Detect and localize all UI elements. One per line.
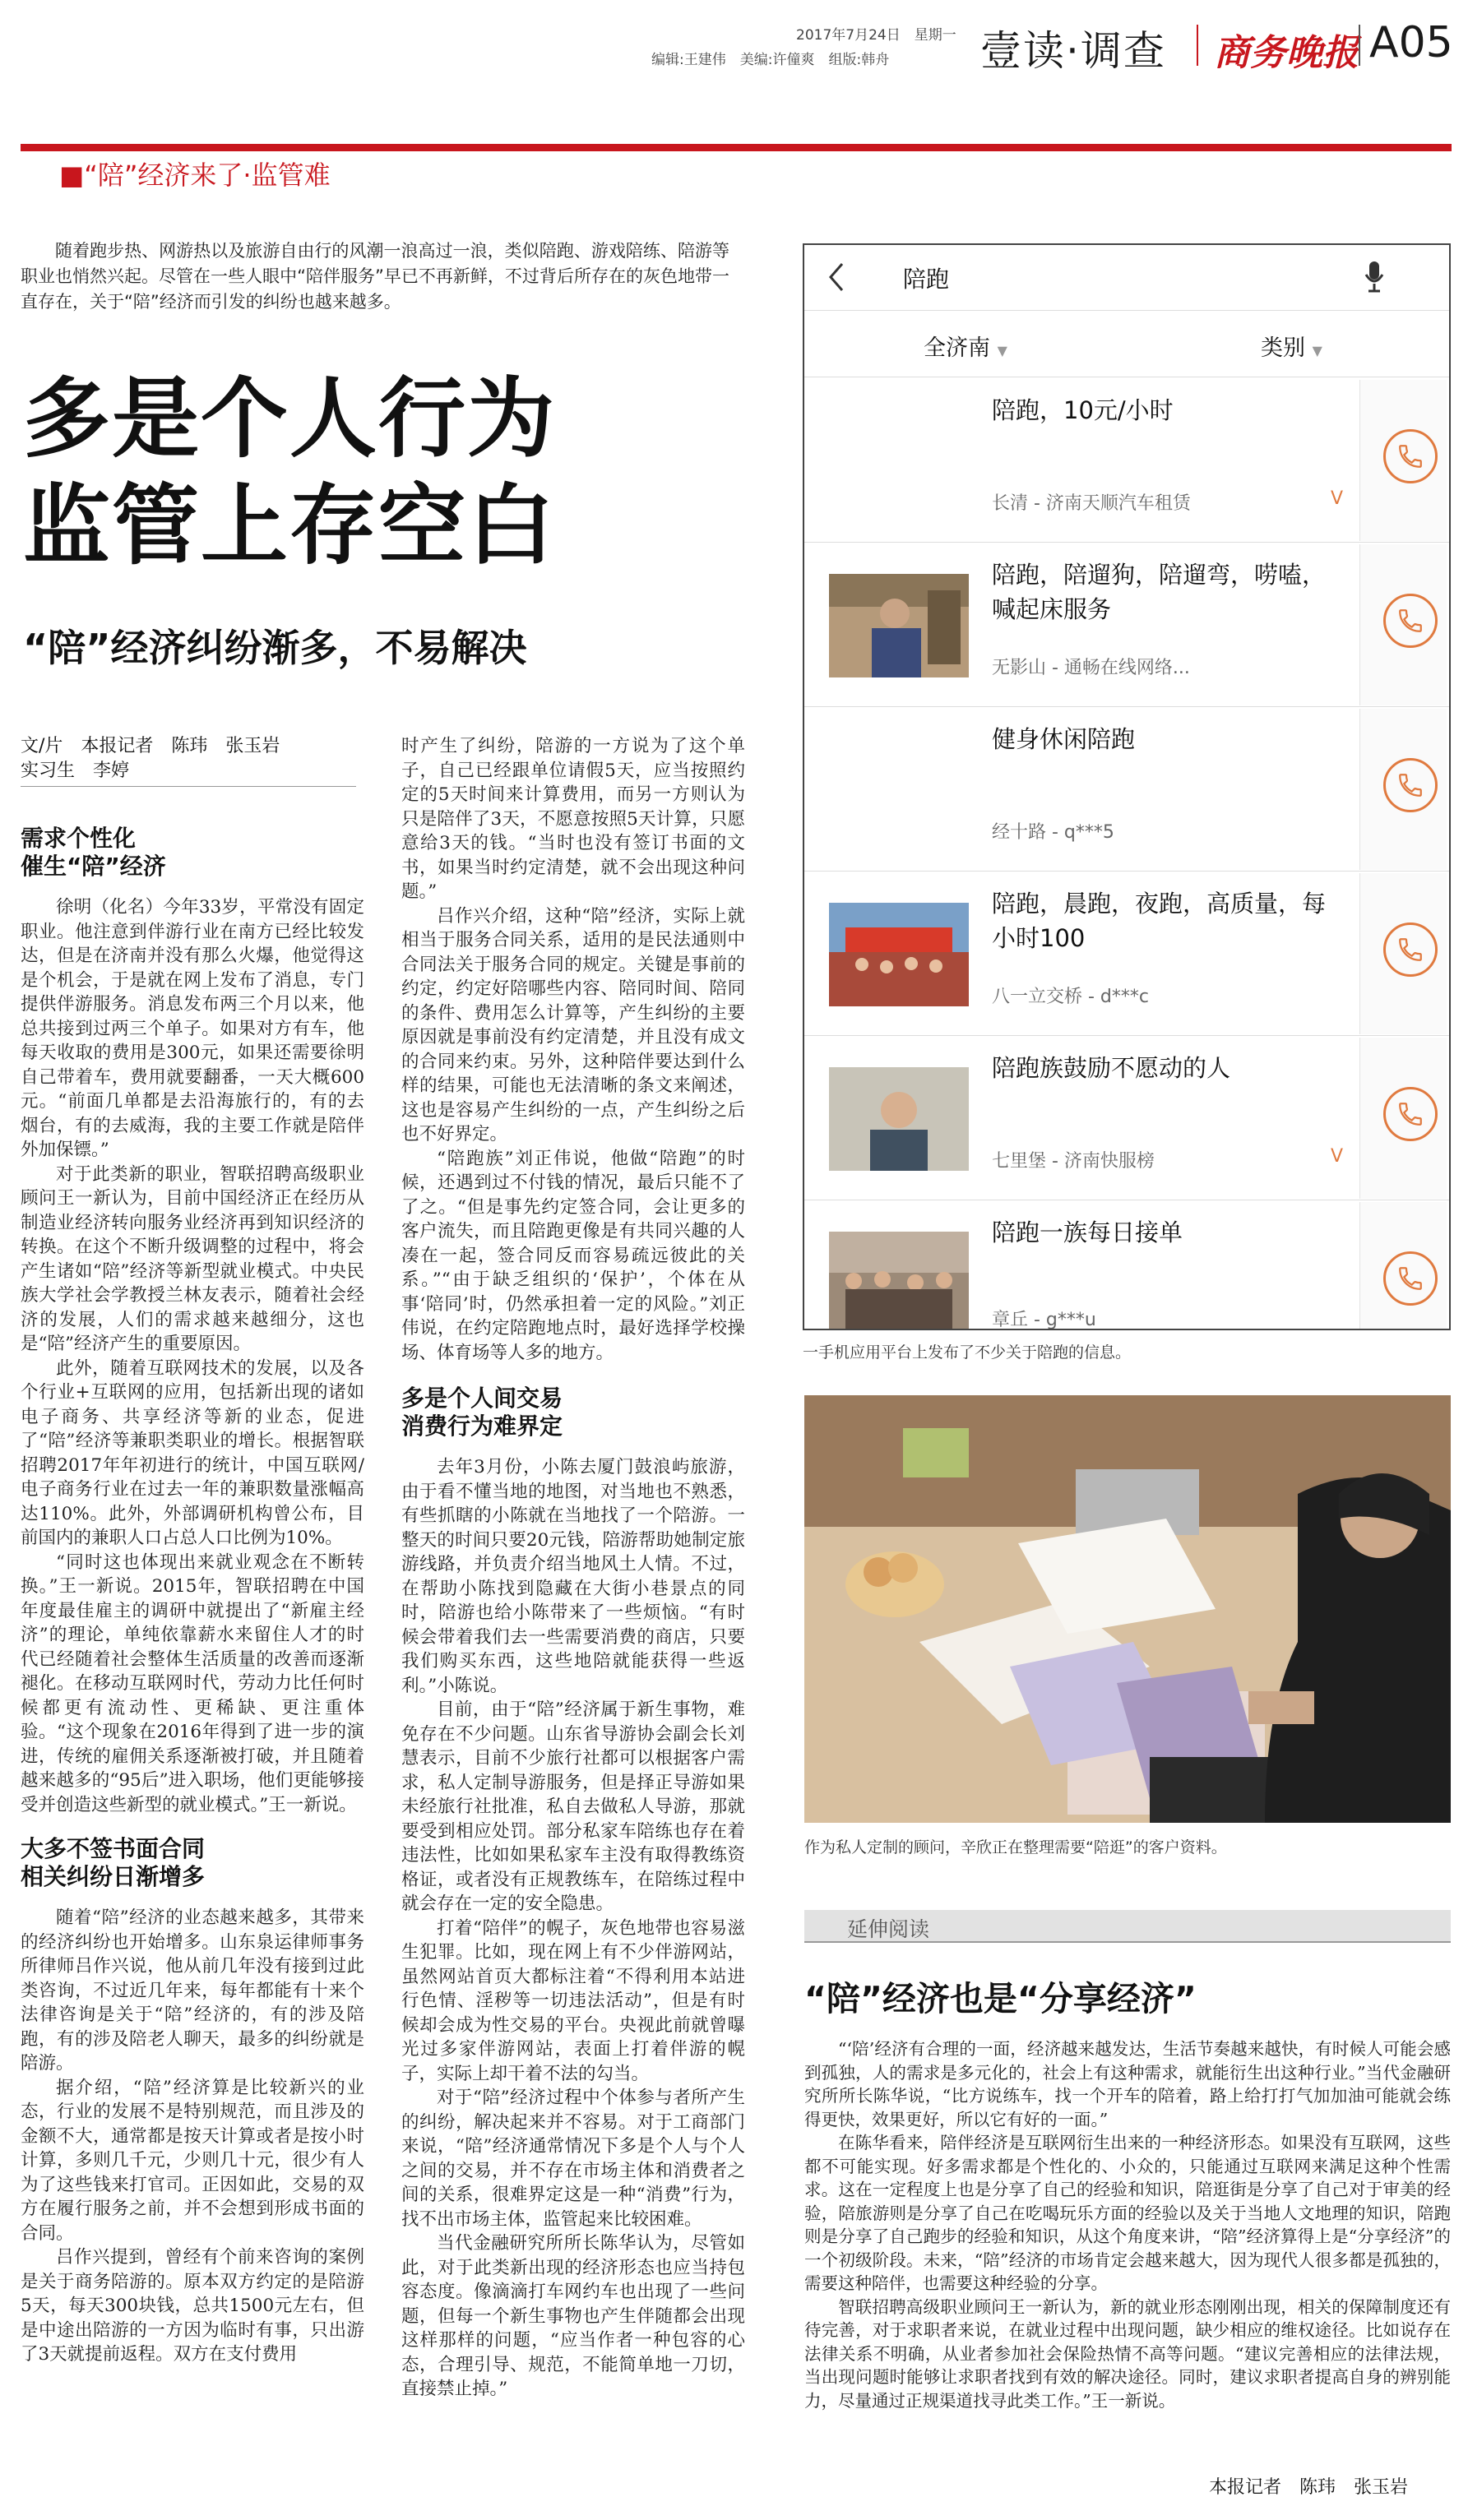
- page-number: A05: [1369, 18, 1453, 67]
- list-item[interactable]: [804, 1200, 1451, 1330]
- consultant-photo: [804, 1395, 1451, 1823]
- list-item-location: 经十路 - q***5: [992, 822, 1114, 843]
- search-query[interactable]: 陪跑: [903, 266, 950, 293]
- call-button[interactable]: [1359, 1038, 1447, 1199]
- subhead-individual: 多是个人间交易 消费行为难界定: [401, 1385, 563, 1440]
- phone-icon: [1396, 936, 1424, 964]
- section-title: 壹读·调查: [980, 27, 1166, 75]
- person-photo-thumbnail: [829, 1067, 969, 1171]
- issue-date: 2017年7月24日 星期一: [796, 27, 956, 44]
- col1-body-b: 随着“陪”经济的业态越来越多，其带来的经济纠纷也开始增多。山东泉运律师事务所律师吕作兴说，他从前几年没有接到过此类咨询，不过近几年来，每年都能有十来个法律咨询是关于“陪”经济的，有的涉及陪跑，有的涉及陪老人聊天，最多的纠纷就是陪游。 据介绍，“陪”经济算是比较新兴的业态，行业的发展不是特别规范，而且涉及的金额不大，通常都是按天计算或者是按小时计算，多则几千元，少则几十元，很少有人为了这些钱来打官司。正因如此，交易的双方在履行服务之前，并不会想到形成书面的合同。 吕作兴提到，曾经有个前来咨询的案例是关于商务陪游的。原本双方约定的是陪游5天，每天300块钱，总共1500元左右，但是中途出陪游的一方因为临时有事，只出游了3天就提前返程。双方在支付费用: [21, 1907, 364, 2365]
- list-item-title: 健身休闲陪跑: [992, 725, 1136, 753]
- runners-photo-thumbnail: [829, 1232, 969, 1330]
- list-item-location: 无影山 - 通畅在线网络...: [992, 658, 1190, 678]
- list-item-location: 七里堡 - 济南快服榜: [992, 1151, 1155, 1172]
- call-button[interactable]: [1359, 544, 1447, 705]
- list-item-location: 章丘 - g***u: [992, 1310, 1096, 1330]
- list-item-location: 八一立交桥 - d***c: [992, 987, 1149, 1007]
- lead-paragraph: 随着跑步热、网游热以及旅游自由行的风潮一浪高过一浪，类似陪跑、游戏陪练、陪游等职业也悄然兴起。尽管在一些人眼中“陪伴服务”早已不再新鲜，不过背后所存在的灰色地带一直存在，关于“陪”经济而引发的纠纷也越来越多。: [21, 241, 729, 312]
- app-search-bar: [804, 245, 1451, 311]
- call-button[interactable]: [1359, 709, 1447, 870]
- list-item-title: 陪跑一族每日接单: [992, 1218, 1183, 1246]
- list-item[interactable]: [804, 707, 1451, 872]
- col2-body-b: 去年3月份，小陈去厦门鼓浪屿旅游，由于看不懂当地的地图，对当地也不熟悉，有些抓瞎的小陈就在当地找了一个陪游。一整天的时间只要20元钱，陪游帮助她制定旅游线路，并负责介绍当地风土人情。不过，在帮助小陈找到隐藏在大街小巷景点的同时，陪游也给小陈带来了一些烦恼。“有时候会带着我们去一些需要消费的商店，只要我们购买东西，这些地陪就能获得一些返利。”小陈说。 目前，由于“陪”经济属于新生事物，难免存在不少问题。山东省导游协会副会长刘慧表示，目前不少旅行社都可以根据客户需求，私人定制导游服务，但是择正导游如果未经旅行社批准，私自去做私人导游，那就要受到相应处罚。部分私家车陪练也存在着违法性，比如如果私家车主没有取得教练资格证，或者没有正规教练车，在陪练过程中就会存在一定的安全隐患。 打着“陪伴”的幌子，灰色地带也容易滋生犯罪。比如，现在网上有不少伴游网站，虽然网站首页大都标注着“不得利用本站进行色情、淫秽等一切违法活动”，但是有时候却会成为性交易的平台。央视此前就曾曝光过多家伴游网站，表面上打着伴游的幌子，实际上却干着不法的勾当。 对于“陪”经济过程中个体参与者所产生的纠纷，解决起来并不容易。对于工商部门来说，“陪”经济通常情况下多是个人与个人之间的交易，并不存在市场主体和消费者之间的关系，很难界定这是一种“消费”行为，找不出市场主体，监管起来比较困难。 当代金融研究所所长陈华认为，尽管如此，对于此类新出现的经济形态也应当持包容态度。像滴滴打车网约车也出现了一些问题，但每一个新生事物也产生伴随都会出现这样那样的问题，“应当作者一种包容的心态，合理引导、规范，不能简单地一刀切，直接禁止掉。”: [401, 1457, 745, 2399]
- subhead-contracts: 大多不签书面合同 相关纠纷日渐增多: [21, 1835, 206, 1890]
- col1-body-a: 徐明（化名）今年33岁，平常没有固定职业。他注意到伴游行业在南方已经比较发达，但是在济南并没有那么火爆，他觉得这是个机会，于是就在网上发布了消息，专门提供伴游服务。消息发布两三个月以来，他总共接到过两三个单子。如果对方有车，他每天收取的费用是300元，如果还需要徐明自己带着车，费用就要翻番，一天大概600元。“前面几单都是去沿海旅行的，有的去烟台，有的去威海，我的主要工作就是陪伴外加保镖。” 对于此类新的职业，智联招聘高级职业顾问王一新认为，目前中国经济正在经历从制造业经济转向服务业经济再到知识经济的转换。在这个不断升级调整的过程中，将会产生诸如“陪”经济等新型就业模式。中央民族大学社会学教授兰林友表示，随着社会经济的发展，人们的需求越来越细分，这也是“陪”经济产生的重要原因。 此外，随着互联网技术的发展，以及各个行业+互联网的应用，包括新出现的诸如电子商务、共享经济等新的业态，促进了“陪”经济等兼职类职业的增长。根据智联招聘2017年年初进行的统计，中国互联网/电子商务行业在过去一年的兼职数量涨幅高达110%。此外，外部调研机构曾公布，目前国内的兼职人口占总人口比例为10%。 “同时这也体现出来就业观念在不断转换。”王一新说。2015年，智联招聘在中国年度最佳雇主的调研中就提出了“新雇主经济”的理论，单纯依靠薪水来留住人才的时代已经随着社会整体生活质量的改善而逐渐褪化。在移动互联网时代，劳动力比任何时候都更有流动性、更稀缺、更注重体验。“这个现象在2016年得到了进一步的演进，传统的雇佣关系逐渐被打破，并且随着越来越多的“95后”进入职场，他们更能够接受并创造这些新型的就业模式。”王一新说。: [21, 897, 364, 1815]
- microphone-icon[interactable]: [1364, 260, 1385, 294]
- header-divider-2: [1359, 25, 1360, 66]
- extended-rule: [804, 1941, 1451, 1943]
- back-arrow-icon[interactable]: [827, 261, 845, 293]
- phone-icon: [1396, 607, 1424, 635]
- list-item-title: 陪跑，陪遛狗，陪遛弯，唠嗑，喊起床服务: [992, 561, 1327, 623]
- column-1: [21, 825, 364, 2514]
- chevron-down-icon: ▼: [997, 343, 1007, 358]
- phone-caption: 一手机应用平台上发布了不少关于陪跑的信息。: [803, 1343, 1132, 1362]
- editor-credits: 编辑:王建伟 美编:许僮爽 组版:韩舟: [651, 52, 890, 68]
- filter-city[interactable]: 全济南 ▼: [924, 335, 1007, 361]
- topic-banner: ■“陪”经济来了·监管难: [59, 160, 331, 191]
- subhead-demand: 需求个性化 催生“陪”经济: [21, 825, 166, 880]
- list-item-title: 陪跑，10元/小时: [992, 396, 1174, 424]
- extended-reading-tag: 延伸阅读: [847, 1917, 930, 1941]
- marathon-photo-thumbnail: [829, 903, 969, 1006]
- list-item-location: 长清 - 济南天顺汽车租赁: [992, 493, 1191, 514]
- photo-caption: 作为私人定制的顾问，辛欣正在整理需要“陪逛”的客户资料。: [804, 1838, 1227, 1856]
- chevron-down-icon: ▼: [1312, 343, 1322, 358]
- filter-category[interactable]: 类别 ▼: [1261, 335, 1322, 361]
- filter-bar: [804, 312, 1451, 377]
- call-button[interactable]: [1359, 380, 1447, 541]
- header-divider: [1197, 25, 1198, 66]
- col2-body-a: 时产生了纠纷，陪游的一方说为了这个单子，自己已经跟单位请假5天，应当按照约定的5天时间来计算费用，而另一方则认为只是陪伴了3天，不愿意按照5天计算，只愿意给3天的钱。“当时也没有签订书面的文书，如果当时约定清楚，就不会出现这种问题。” 吕作兴介绍，这种“陪”经济，实际上就相当于服务合同关系，适用的是民法通则中合同法关于服务合同的规定。关键是事前的约定，约定好陪哪些内容、陪同时间、陪同的条件、费用怎么计算等，产生纠纷的主要原因就是事前没有约定清楚，并且没有成文的合同来约束。另外，这种陪伴要达到什么样的结果，可能也无法清晰的条文来阐述，这也是容易产生纠纷的一点，产生纠纷之后也不好界定。 “陪跑族”刘正伟说，他做“陪跑”的时候，还遇到过不付钱的情况，最后只能不了了之。“但是事先约定签合同，会让更多的客户流失，而且陪跑更像是有共同兴趣的人凑在一起，签合同反而容易疏远彼此的关系。”“由于缺乏组织的‘保护’，个体在从事‘陪同’时，仍然承担着一定的风险。”刘正伟说，在约定陪跑地点时，最好选择学校操场、体育场等人多的地方。: [401, 736, 745, 1363]
- extended-byline: 本报记者 陈玮 张玉岩: [1209, 2477, 1409, 2498]
- phone-icon: [1396, 1100, 1424, 1128]
- verified-badge: V: [1331, 488, 1344, 509]
- header-rule: [21, 144, 1452, 151]
- list-item-title: 陪跑，晨跑，夜跑，高质量，每小时100: [992, 890, 1327, 952]
- phone-icon: [1396, 442, 1424, 470]
- subheadline: “陪”经济纠纷渐多，不易解决: [23, 626, 527, 670]
- list-item[interactable]: [804, 378, 1451, 543]
- extended-body: “‘陪’经济有合理的一面，经济越来越发达，生活节奏越来越快，有时候人可能会感到孤独，人的需求是多元化的，社会上有这种需求，就能衍生出这种行业。”当代金融研究所所长陈华说，“比方说练车，找一个开车的陪着，路上给打打气加加油可能就会练得更快，效果更好，所以它有好的一面。” 在陈华看来，陪伴经济是互联网衍生出来的一种经济形态。如果没有互联网，这些都不可能实现。好多需求都是个性化的、小众的，只能通过互联网来满足这种个性需求。这在一定程度上也是分享了自己的经验和知识，陪逛街是分享了自己对于审美的经验，陪旅游则是分享了自己在吃喝玩乐方面的经验以及关于当地人文地理的知识，陪跑则是分享了自己跑步的经验和知识，从这个角度来讲，“陪”经济算得上是“分享经济”的一个初级阶段。未来，“陪”经济的市场肯定会越来越大，因为现代人很多都是孤独的，需要这种陪伴，也需要这种经验的分享。 智联招聘高级职业顾问王一新认为，新的就业形态刚刚出现，相关的保障制度还有待完善，对于求职者来说，在就业过程中出现问题，缺少相应的维权途径。比如说存在法律关系不明确，从业者参加社会保险热情不高等问题。“建议完善相应的法律法规，当出现问题时能够让求职者找到有效的解决途径。同时，建议求职者提高自身的辨别能力，尽量通过正规渠道找寻此类工作。”王一新说。: [804, 2039, 1451, 2411]
- list-item[interactable]: [804, 543, 1451, 707]
- list-item[interactable]: [804, 1036, 1451, 1200]
- byline: 文/片 本报记者 陈玮 张玉岩 实习生 李婷: [21, 736, 280, 781]
- list-item[interactable]: [804, 872, 1451, 1036]
- phone-icon: [1396, 1265, 1424, 1292]
- extended-title: “陪”经济也是“分享经济”: [804, 1979, 1197, 2018]
- phone-screenshot: [803, 243, 1451, 1330]
- list-item-title: 陪跑族鼓励不愿动的人: [992, 1054, 1231, 1082]
- headline: 多是个人行为 监管上存空白: [23, 368, 556, 576]
- paper-logo: 商务晚报: [1214, 32, 1359, 74]
- extended-reading-bar: [804, 1910, 1451, 1941]
- byline-rule: [21, 786, 356, 787]
- call-button[interactable]: [1359, 873, 1447, 1034]
- runner-photo-thumbnail: [829, 574, 969, 677]
- phone-icon: [1396, 771, 1424, 799]
- column-2: [401, 734, 745, 2514]
- call-button[interactable]: [1359, 1202, 1447, 1330]
- verified-badge: V: [1331, 1146, 1344, 1167]
